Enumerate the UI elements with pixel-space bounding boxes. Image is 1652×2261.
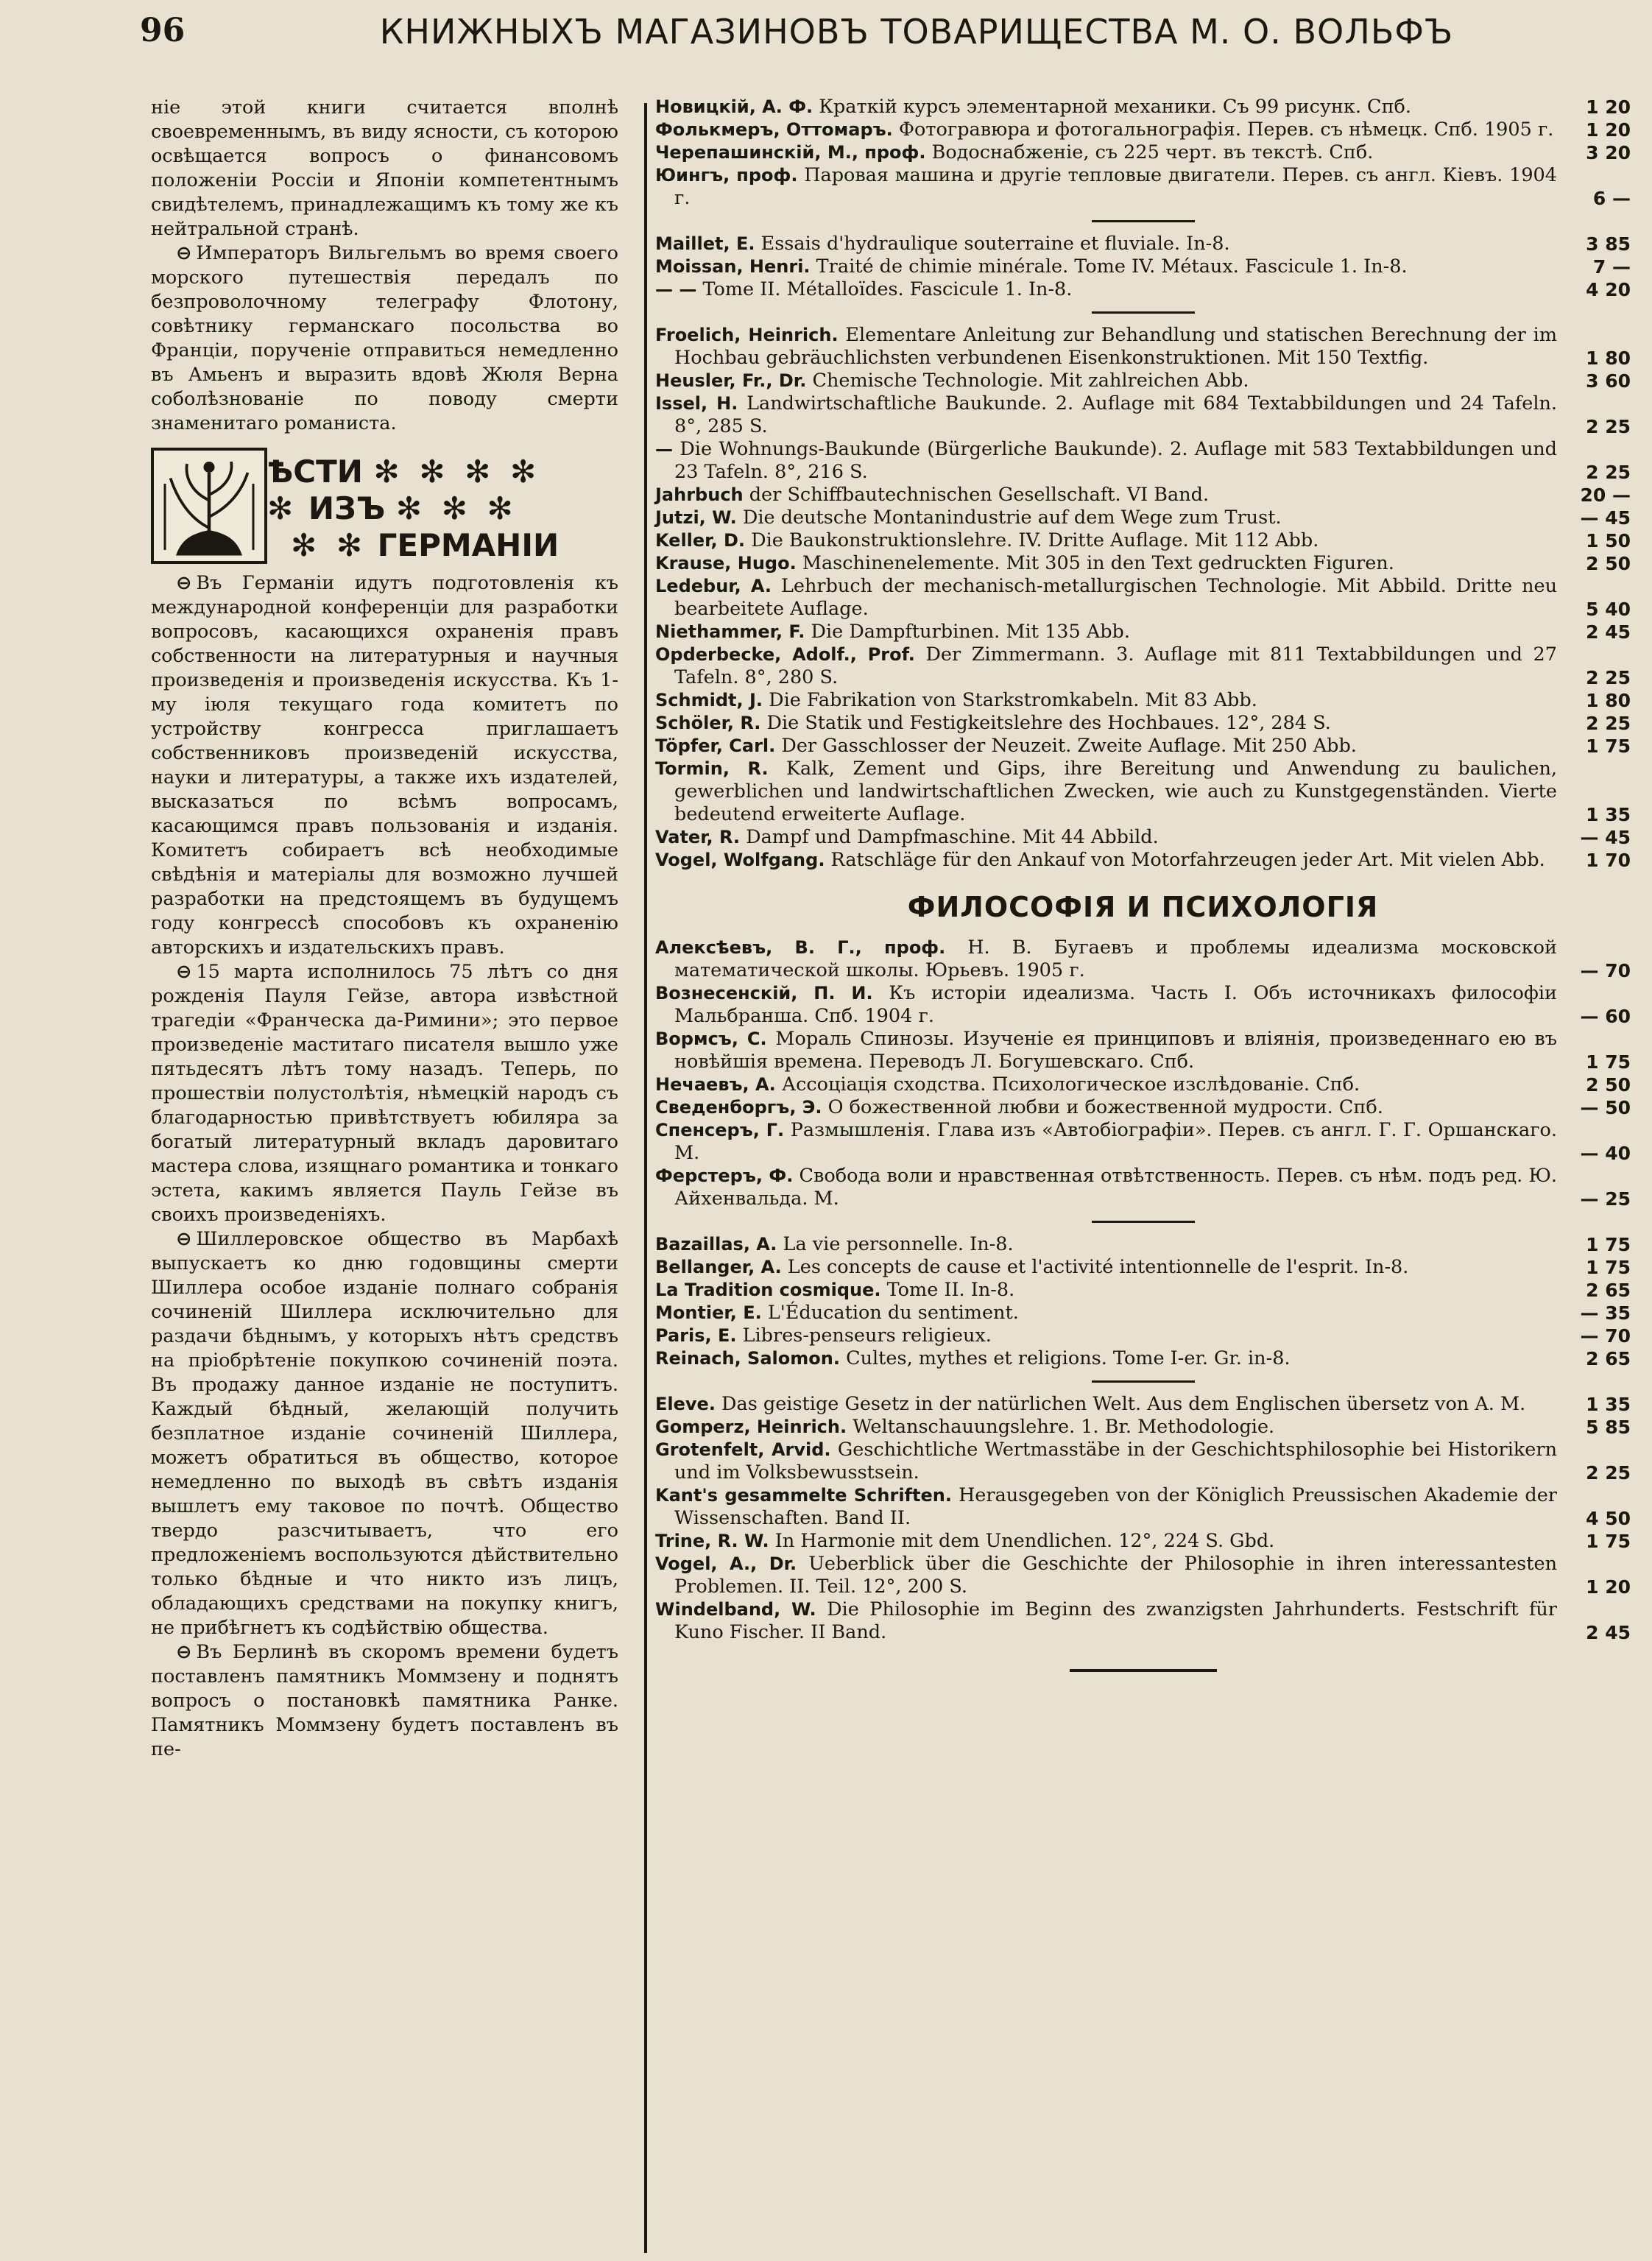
entry-author: Bellanger, A. (655, 1257, 782, 1277)
entry-price: 1 75 (1581, 735, 1631, 758)
star-ornament-icon: ✻ ✻ (291, 527, 367, 563)
entry-price: — 50 (1576, 1096, 1631, 1119)
catalog-group (655, 1393, 1631, 1644)
catalog-group (655, 96, 1631, 210)
entry-title: Das geistige Gesetz in der natürlichen Welt. Aus dem Englischen übersetz von A. M. (721, 1393, 1526, 1415)
entry-price: — 45 (1576, 507, 1631, 529)
entry-price: 1 35 (1581, 803, 1631, 826)
catalog-entry (655, 141, 1631, 164)
catalog-entry (655, 1028, 1631, 1073)
entry-title: Размышленія. Глава изъ «Автобіографіи». Перев. съ англ. Г. Г. Оршанскаго. М. (674, 1119, 1558, 1164)
entry-price: 4 20 (1581, 278, 1631, 301)
entry-author: Moissan, Henri. (655, 256, 811, 277)
entry-author: Сведенборгъ, Э. (655, 1097, 822, 1118)
news-paragraph (151, 571, 618, 960)
page-number: 96 (140, 12, 186, 49)
entry-author: Heusler, Fr., Dr. (655, 370, 807, 391)
catalog-entry (655, 1484, 1631, 1530)
catalog-entry (655, 1279, 1631, 1302)
catalog-entry (655, 529, 1631, 552)
entry-price: 1 50 (1581, 529, 1631, 552)
entry-author: Kant's gesammelte Schriften. (655, 1485, 952, 1506)
entry-title: Kalk, Zement und Gips, ihre Bereitung und Anwendung zu baulichen, gewerblichen und landwirtschaftlichen Zwecken, wie auch zu Kunstgegenständen. Vierte bedeutend erweiterte Auflage. (674, 758, 1558, 825)
news-paragraph (151, 960, 618, 1227)
entry-author: Новицкій, А. Ф. (655, 96, 813, 117)
entry-author: Вормсъ, С. (655, 1029, 767, 1049)
catalog-entry (655, 119, 1631, 141)
entry-price: — 40 (1576, 1142, 1631, 1165)
running-title: КНИЖНЫХЪ МАГАЗИНОВЪ ТОВАРИЩЕСТВА М. О. ВОЛЬФЪ (379, 12, 1454, 52)
catalog-entry (655, 758, 1631, 826)
entry-price: 2 25 (1581, 1461, 1631, 1484)
entry-title: Les concepts de cause et l'activité intentionnelle de l'esprit. In-8. (787, 1256, 1409, 1278)
bullet-icon: ⊖ (176, 572, 192, 594)
catalog-entry (655, 982, 1631, 1028)
entry-author: Vogel, Wolfgang. (655, 850, 825, 870)
news-paragraph (151, 241, 618, 436)
entry-price: 2 65 (1581, 1347, 1631, 1370)
entry-title: Elementare Anleitung zur Behandlung und statischen Berechnung der im Hochbau gebräuchlichsten verbundenen Eisenkonstruktionen. Mit 150 Textfig. (674, 324, 1557, 369)
entry-title: Lehrbuch der mechanisch-metallurgischen Technologie. Mit Abbild. Dritte neu bearbeitete Auflage. (674, 575, 1557, 620)
news-column (151, 96, 618, 1762)
entry-price: 1 20 (1581, 1576, 1631, 1598)
entry-author: Jahrbuch (655, 484, 744, 505)
catalog-entry (655, 324, 1631, 370)
heading-word: ГЕРМАНІИ (377, 527, 560, 563)
entry-price: 1 75 (1581, 1233, 1631, 1256)
entry-title: Landwirtschaftliche Baukunde. 2. Auflage mit 684 Textabbildungen und 24 Tafeln. 8°, 285 S. (674, 392, 1557, 437)
entry-price: 7 — (1589, 255, 1631, 278)
catalog-entry (655, 575, 1631, 621)
section-heading-news-germany (151, 448, 618, 565)
entry-title: Der Zimmermann. 3. Auflage mit 811 Textabbildungen und 27 Tafeln. 8°, 280 S. (674, 643, 1557, 688)
catalog-group (655, 1233, 1631, 1370)
entry-title: Die Statik und Festigkeitslehre des Hochbaues. 12°, 284 S. (766, 712, 1331, 734)
catalog-entry (655, 735, 1631, 758)
entry-price: 2 50 (1581, 1073, 1631, 1096)
entry-author: Спенсеръ, Г. (655, 1120, 785, 1140)
entry-author: Ферстеръ, Ф. (655, 1165, 794, 1186)
entry-author: Вознесенскій, П. И. (655, 983, 873, 1003)
divider (1092, 311, 1195, 314)
catalog-entry (655, 1119, 1631, 1165)
catalog-entry (655, 1598, 1631, 1644)
entry-price: 20 — (1576, 484, 1631, 507)
entry-title: Der Gasschlosser der Neuzeit. Zweite Auflage. Mit 250 Abb. (781, 735, 1357, 757)
catalog-entry (655, 1324, 1631, 1347)
catalog-group (655, 233, 1631, 301)
news-paragraph: ніе этой книги считается вполнѣ своевременнымъ, въ виду ясности, съ которою освѣщается вопросъ о финансовомъ положеніи Россіи и Японіи компетентнымъ свидѣтелемъ, принадлежащимъ къ тому же къ нейтральной странѣ. (151, 96, 618, 240)
entry-author: Reinach, Salomon. (655, 1348, 840, 1369)
entry-author: Paris, E. (655, 1325, 737, 1346)
heading-word: ѢСТИ (267, 454, 363, 490)
entry-title: Essais d'hydraulique souterraine et fluviale. In-8. (760, 233, 1230, 255)
entry-price: 3 20 (1581, 141, 1631, 164)
entry-price: — 25 (1576, 1188, 1631, 1210)
entry-author: — — (655, 279, 697, 300)
entry-title: Dampf und Dampfmaschine. Mit 44 Abbild. (746, 826, 1159, 848)
star-ornament-icon: ✻ (267, 490, 298, 526)
catalog-group (655, 937, 1631, 1210)
entry-title: Die Fabrikation von Starkstromkabeln. Mit 83 Abb. (769, 689, 1257, 711)
catalog-entry (655, 278, 1631, 301)
entry-author: Montier, E. (655, 1302, 762, 1323)
entry-author: Jutzi, W. (655, 507, 737, 528)
catalog-entry (655, 1439, 1631, 1484)
catalog-entry (655, 1073, 1631, 1096)
catalog-entry (655, 1553, 1631, 1598)
entry-title: Tome II. In-8. (886, 1279, 1015, 1301)
entry-title: Паровая машина и другіе тепловые двигатели. Перев. съ англ. Кіевъ. 1904 г. (674, 164, 1558, 209)
entry-price: 1 80 (1581, 347, 1631, 370)
entry-title: Ассоціація сходства. Психологическое изслѣдованіе. Спб. (781, 1073, 1360, 1096)
entry-price: — 60 (1576, 1005, 1631, 1028)
entry-title: Къ исторіи идеализма. Часть I. Объ источникахъ философіи Мальбранша. Спб. 1904 г. (674, 982, 1558, 1027)
star-ornament-icon: ✻ ✻ ✻ (395, 490, 518, 526)
entry-price: — 35 (1576, 1302, 1631, 1324)
entry-price: — 70 (1576, 1324, 1631, 1347)
entry-title: Chemische Technologie. Mit zahlreichen Abb. (812, 370, 1249, 392)
catalog-entry (655, 1302, 1631, 1324)
entry-author: Niethammer, F. (655, 621, 805, 642)
entry-price: 2 45 (1581, 621, 1631, 643)
catalog-entry (655, 1393, 1631, 1416)
news-paragraph (151, 1640, 618, 1762)
heading-word: ИЗЪ (308, 490, 386, 526)
entry-title: Tome II. Métalloïdes. Fascicule 1. In-8. (702, 278, 1073, 300)
catalog-entry (655, 233, 1631, 255)
entry-author: Trine, R. W. (655, 1531, 769, 1551)
entry-author: Черепашинскій, М., проф. (655, 142, 926, 163)
entry-title: La vie personnelle. In-8. (783, 1233, 1014, 1255)
catalog-entry (655, 1096, 1631, 1119)
entry-price: 1 75 (1581, 1530, 1631, 1553)
news-text: Въ Берлинѣ въ скоромъ времени будетъ поставленъ памятникъ Моммзену и поднятъ вопросъ о постановкѣ памятника Ранке. Памятникъ Моммзену будетъ поставленъ въ пе- (151, 1641, 618, 1760)
entry-author: Schöler, R. (655, 713, 761, 733)
entry-title: Свобода воли и нравственная отвѣтственность. Перев. съ нѣм. подъ ред. Ю. Айхенвальда. М. (674, 1165, 1557, 1210)
entry-author: Keller, D. (655, 530, 746, 551)
entry-price: 2 50 (1581, 552, 1631, 575)
entry-title: In Harmonie mit dem Unendlichen. 12°, 224 S. Gbd. (774, 1530, 1275, 1552)
entry-price: 1 75 (1581, 1256, 1631, 1279)
entry-price: 2 25 (1581, 461, 1631, 484)
catalog-entry (655, 552, 1631, 575)
bullet-icon: ⊖ (176, 961, 192, 983)
catalog-entry (655, 1256, 1631, 1279)
catalog-entry (655, 1233, 1631, 1256)
catalog-entry (655, 1530, 1631, 1553)
news-text: Шиллеровское общество въ Марбахѣ выпускаетъ ко дню годовщины смерти Шиллера особое изданіе полнаго собранія сочиненій Шиллера исключительно для раздачи бѣднымъ, у которыхъ нѣтъ средствъ на пріобрѣтеніе покупкою сочиненій поэта. Въ продажу данное изданіе не поступитъ. Каждый бѣдный, желающій получить безплатное изданіе сочиненій Шиллера, можетъ обратиться въ общество, которое немедленно по выходѣ въ свѣтъ изданія вышлетъ ему таковое по почтѣ. Общество твердо разсчитываетъ, что его предложеніемъ воспользуются дѣйствительно только бѣдные и что никто изъ лицъ, обладающихъ средствами на покупку книгъ, не прибѣгнетъ къ содѣйствію общества. (151, 1228, 618, 1639)
entry-price: 3 85 (1581, 233, 1631, 255)
entry-author: Tormin, R. (655, 758, 769, 779)
entry-author: Schmidt, J. (655, 690, 763, 710)
star-ornament-icon: ✻ ✻ ✻ ✻ (373, 454, 541, 490)
entry-price: 5 85 (1581, 1416, 1631, 1439)
entry-price: 2 65 (1581, 1279, 1631, 1302)
entry-title: Die Dampfturbinen. Mit 135 Abb. (811, 621, 1130, 643)
catalog-entry (655, 96, 1631, 119)
entry-price: — 45 (1576, 826, 1631, 849)
catalog-entry (655, 507, 1631, 529)
entry-title: Maschinenelemente. Mit 305 in den Text gedruckten Figuren. (802, 552, 1394, 574)
entry-title: Herausgegeben von der Königlich Preussischen Akademie der Wissenschaften. Band II. (674, 1484, 1557, 1529)
entry-title: L'Éducation du sentiment. (767, 1302, 1019, 1324)
entry-author: Krause, Hugo. (655, 553, 797, 574)
news-paragraph (151, 1227, 618, 1640)
section-title: ФИЛОСОФІЯ И ПСИХОЛОГІЯ (907, 891, 1379, 923)
entry-author: Алексѣевъ, В. Г., проф. (655, 937, 946, 958)
news-text: 15 марта исполнилось 75 лѣтъ со дня рожденія Пауля Гейзе, автора извѣстной трагедіи «Франческа да-Римини»; это первое произведеніе маститаго писателя вышло уже пятьдесятъ лѣтъ тому назадъ. Теперь, по прошествіи полустолѣтія, нѣмецкій народъ съ благодарностью привѣтствуетъ юбиляра за богатый литературный вкладъ даровитаго мастера слова, изящнаго романтика и тонкаго эстета, какимъ является Пауль Гейзе въ своихъ произведеніяхъ. (151, 961, 618, 1226)
catalog-entry (655, 255, 1631, 278)
entry-author: Maillet, E. (655, 233, 755, 254)
end-rule (1070, 1669, 1217, 1672)
entry-price: 2 45 (1581, 1621, 1631, 1644)
entry-author: Bazaillas, A. (655, 1234, 777, 1255)
catalog-entry (655, 937, 1631, 982)
entry-price: 1 70 (1581, 849, 1631, 872)
catalog-entry (655, 621, 1631, 643)
entry-title: Traité de chimie minérale. Tome IV. Métaux. Fascicule 1. In-8. (816, 255, 1408, 278)
bullet-icon: ⊖ (176, 1641, 192, 1663)
entry-title: Die Philosophie im Beginn des zwanzigsten Jahrhunderts. Festschrift für Kuno Fischer. II Band. (674, 1598, 1557, 1643)
entry-price: 2 25 (1581, 666, 1631, 689)
entry-price: 6 — (1589, 187, 1631, 210)
catalog-entry (655, 438, 1631, 484)
entry-title: Ratschläge für den Ankauf von Motorfahrzeugen jeder Art. Mit vielen Abb. (830, 849, 1545, 871)
catalog-column (655, 96, 1631, 1672)
catalog-group (655, 324, 1631, 872)
entry-price: 1 20 (1581, 119, 1631, 141)
entry-author: Opderbecke, Adolf., Prof. (655, 644, 915, 665)
catalog-entry (655, 689, 1631, 712)
entry-author: — (655, 439, 673, 459)
entry-author: Ledebur, A. (655, 576, 772, 596)
entry-title: Водоснабженіе, съ 225 черт. въ текстѣ. Спб. (931, 141, 1374, 163)
catalog-entry (655, 712, 1631, 735)
entry-author: Froelich, Heinrich. (655, 325, 839, 345)
catalog-entry (655, 1416, 1631, 1439)
catalog-entry (655, 164, 1631, 210)
entry-price: 5 40 (1581, 598, 1631, 621)
entry-title: Н. В. Бугаевъ и проблемы идеализма московской математической школы. Юрьевъ. 1905 г. (674, 937, 1558, 981)
catalog-entry (655, 849, 1631, 872)
entry-price: 2 25 (1581, 712, 1631, 735)
page-header (140, 12, 1634, 56)
entry-title: Фотогравюра и фотогальнографія. Перев. съ нѣмецк. Спб. 1905 г. (898, 119, 1554, 141)
entry-author: Vogel, A., Dr. (655, 1553, 797, 1574)
divider (1092, 1380, 1195, 1383)
entry-title: Weltanschauungslehre. 1. Br. Methodologie. (853, 1416, 1275, 1438)
entry-price: 1 20 (1581, 96, 1631, 119)
entry-author: Issel, H. (655, 393, 738, 414)
entry-title: Мораль Спинозы. Изученіе ея принциповъ и вліянія, произведеннаго ею въ новѣйшія времена. Переводъ Л. Богушевскаго. Спб. (674, 1028, 1558, 1073)
catalog-entry (655, 1165, 1631, 1210)
news-text: Императоръ Вильгельмъ во время своего морского путешествія передалъ по безпроволочному телеграфу Флотону, совѣтнику германскаго посольства во Франціи, порученіе отправиться немедленно въ Амьенъ и выразить вдовѣ Жюля Верна соболѣзнованіе по поводу смерти знаменитаго романиста. (151, 242, 618, 434)
entry-title: Краткій курсъ элементарной механики. Съ 99 рисунк. Спб. (819, 96, 1412, 118)
entry-title: Die deutsche Montanindustrie auf dem Wege zum Trust. (742, 507, 1282, 529)
divider (1092, 220, 1195, 222)
entry-title: Die Baukonstruktionslehre. IV. Dritte Auflage. Mit 112 Abb. (751, 529, 1319, 551)
entry-title: О божественной любви и божественной мудрости. Спб. (827, 1096, 1383, 1118)
column-divider (644, 103, 647, 2253)
entry-author: Töpfer, Carl. (655, 736, 776, 756)
catalog-entry (655, 826, 1631, 849)
bullet-icon: ⊖ (176, 1228, 192, 1250)
entry-price: 1 35 (1581, 1393, 1631, 1416)
catalog-entry (655, 392, 1631, 438)
entry-author: Grotenfelt, Arvid. (655, 1439, 831, 1460)
entry-author: Vater, R. (655, 827, 741, 847)
entry-author: Gomperz, Heinrich. (655, 1417, 847, 1437)
bullet-icon: ⊖ (176, 242, 192, 264)
entry-title: Die Wohnungs-Baukunde (Bürgerliche Baukunde). 2. Auflage mit 583 Textabbildungen und 23 Tafeln. 8°, 216 S. (674, 438, 1557, 483)
catalog-entry (655, 370, 1631, 392)
ornamental-initial-icon (151, 448, 267, 564)
entry-author: La Tradition cosmique. (655, 1280, 881, 1300)
entry-title: Cultes, mythes et religions. Tome I-er. Gr. in-8. (846, 1347, 1291, 1369)
entry-title: der Schiffbautechnischen Gesellschaft. VI Band. (749, 484, 1210, 506)
catalog-entry (655, 1347, 1631, 1370)
entry-price: 4 50 (1581, 1507, 1631, 1530)
entry-price: 1 80 (1581, 689, 1631, 712)
entry-author: Нечаевъ, А. (655, 1074, 776, 1095)
entry-title: Geschichtliche Wertmasstäbe in der Geschichtsphilosophie bei Historikern und im Volksbewusstsein. (674, 1439, 1558, 1484)
entry-author: Юингъ, проф. (655, 165, 798, 186)
entry-author: Eleve. (655, 1394, 716, 1414)
divider (1092, 1221, 1195, 1223)
entry-price: — 70 (1576, 959, 1631, 982)
entry-price: 2 25 (1581, 415, 1631, 438)
entry-title: Ueberblick über die Geschichte der Philosophie in ihren interessantesten Problemen. II. Teil. 12°, 200 S. (674, 1553, 1558, 1598)
entry-title: Libres-penseurs religieux. (742, 1324, 992, 1347)
catalog-entry (655, 484, 1631, 507)
entry-author: Windelband, W. (655, 1599, 816, 1620)
catalog-entry (655, 643, 1631, 689)
entry-price: 1 75 (1581, 1051, 1631, 1073)
news-text: Въ Германіи идутъ подготовленія къ международной конференціи для разработки вопросовъ, касающихся охраненія правъ собственности на литературныя и научныя произведенія и произведенія искусства. Къ 1-му іюля текущаго года комитетъ по устройству конгресса приглашаетъ собственниковъ произведеній искусства, науки и литературы, а также ихъ издателей, высказаться по всѣмъ вопросамъ, касающимся правъ пользованія и изданія. Комитетъ собираетъ всѣ необходимые свѣдѣнія и матеріалы для возможно лучшей разработки на предстоящемъ въ будущемъ году конгрессѣ способовъ къ охраненію авторскихъ и издательскихъ правъ. (151, 572, 618, 959)
entry-price: 3 60 (1581, 370, 1631, 392)
entry-author: Фолькмеръ, Оттомаръ. (655, 119, 893, 140)
